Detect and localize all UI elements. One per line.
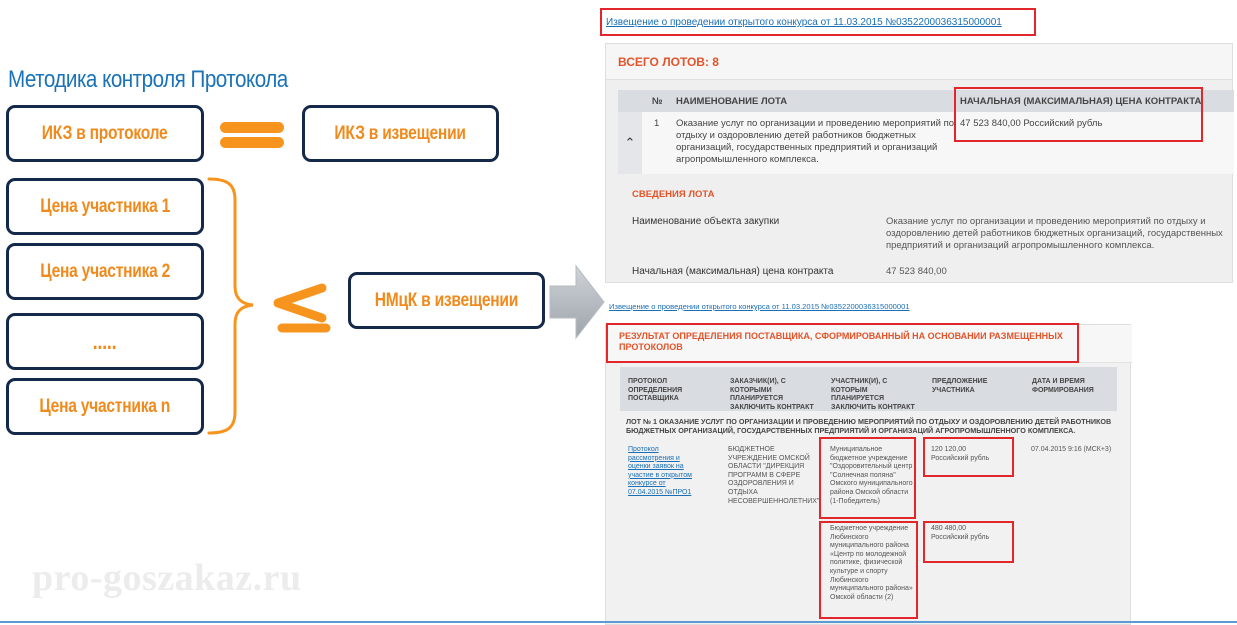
chevron-up-icon[interactable]: ⌃ (618, 112, 642, 174)
nmck-notice-label: НМцК в извещении (374, 289, 519, 311)
result-title: РЕЗУЛЬТАТ ОПРЕДЕЛЕНИЯ ПОСТАВЩИКА, СФОРМИРОВАННЫЙ НА ОСНОВАНИИ РАЗМЕЩЕННЫХ ПРОТОКОЛОВ (619, 331, 1063, 352)
highlight-start-price (954, 87, 1203, 142)
col-protocol: ПРОТОКОЛ ОПРЕДЕЛЕНИЯ ПОСТАВЩИКА (628, 378, 683, 402)
ikz-notice-box (302, 105, 499, 162)
highlight-offer-1 (923, 437, 1014, 477)
nmck-notice-box (348, 272, 545, 329)
row-lot-name: Оказание услуг по организации и проведению мероприятий по отдыху и оздоровлению детей работников бюджетных организаций, государственных предприятий и организаций агропромышленного комплекса. (676, 118, 955, 165)
diagram-title: Методика контроля Протокола (8, 66, 288, 93)
nmck-label: Начальная (максимальная) цена контракта (632, 266, 834, 277)
notice-link-bottom[interactable]: Извещение о проведении открытого конкурса от 11.03.2015 №0352200036315000001 (609, 302, 910, 311)
ikz-protocol-label: ИКЗ в протоколе (42, 122, 168, 144)
total-lots-heading: ВСЕГО ЛОТОВ: 8 (606, 44, 1232, 80)
col-start-price: НАЧАЛЬНАЯ (МАКСИМАЛЬНАЯ) ЦЕНА КОНТРАКТА (960, 96, 1202, 107)
price-participant-1-box (6, 178, 204, 235)
lot-line: ЛОТ № 1 ОКАЗАНИЕ УСЛУГ ПО ОРГАНИЗАЦИИ И ПРОВЕДЕНИЮ МЕРОПРИЯТИЙ ПО ОТДЫХУ И ОЗДОРОВЛЕНИЮ ДЕТЕЙ РАБОТНИКОВ БЮДЖЕТНЫХ ОРГАНИЗАЦИЙ, ГОСУДАРСТВЕННЫХ ПРЕДПРИЯТИЙ И ОРГАНИЗАЦИЙ АГРОПРОМЫШЛЕННОГО КОМПЛЕКСА. (626, 417, 1112, 435)
price-participant-1-label: Цена участника 1 (40, 195, 170, 217)
ellipsis-box (6, 313, 204, 370)
purchase-object-label: Наименование объекта закупки (632, 216, 780, 227)
watermark: pro-goszakaz.ru (32, 557, 302, 599)
participant-2-value: Бюджетное учреждение Любинского муниципального района «Центр по молодежной политике, физической культуре и спорту Любинского муниципального района» Омской области (2) (830, 525, 913, 601)
ikz-notice-label: ИКЗ в извещении (334, 122, 467, 144)
lot-info-heading: СВЕДЕНИЯ ЛОТА (632, 189, 715, 200)
curly-brace-icon (205, 174, 255, 438)
notice-link-top[interactable]: Извещение о проведении открытого конкурса от 11.03.2015 №0352200036315000001 (606, 17, 1002, 28)
col-participant: УЧАСТНИК(И), С КОТОРЫМ ПЛАНИРУЕТСЯ ЗАКЛЮЧИТЬ КОНТРАКТ (831, 378, 915, 411)
protocol-link[interactable]: Протокол рассмотрения и оценки заявок на участие в открытом конкурсе от 07.04.2015 №ПРО1 (628, 446, 692, 496)
col-date: ДАТА И ВРЕМЯ ФОРМИРОВАНИЯ (1032, 378, 1094, 394)
ellipsis-label: ..... (93, 328, 117, 354)
offer-1-currency: Российский рубль (931, 455, 990, 462)
col-customer: ЗАКАЗЧИК(И), С КОТОРЫМИ ПЛАНИРУЕТСЯ ЗАКЛЮЧИТЬ КОНТРАКТ (730, 378, 814, 411)
offer-1-amount: 120 120,00 (931, 446, 967, 453)
price-participant-n-box (6, 378, 204, 435)
ikz-protocol-box (6, 105, 204, 162)
lots-panel (605, 43, 1233, 283)
col-lot-name: НАИМЕНОВАНИЕ ЛОТА (676, 96, 788, 107)
col-number: № (652, 96, 663, 107)
purchase-object-value: Оказание услуг по организации и проведению мероприятий по отдыху и оздоровлению детей работников бюджетных организаций, государственных предприятий и организаций агропромышленного комплекса. (886, 216, 1223, 251)
nmck-value: 47 523 840,00 (886, 266, 947, 277)
highlight-result-title (606, 323, 1079, 363)
equals-bar-bottom (220, 137, 284, 148)
equals-bar-top (220, 122, 284, 133)
row-number: 1 (654, 118, 660, 129)
customer-value: БЮДЖЕТНОЕ УЧРЕЖДЕНИЕ ОМСКОЙ ОБЛАСТИ "ДИРЕКЦИЯ ПРОГРАММ В СФЕРЕ ОЗДОРОВЛЕНИЯ И ОТДЫХА НЕСОВЕРШЕННОЛЕТНИХ" (728, 446, 820, 505)
price-participant-2-label: Цена участника 2 (40, 260, 170, 282)
formation-date: 07.04.2015 9:16 (МСК+3) (1031, 446, 1112, 453)
right-arrow-icon (548, 262, 606, 342)
result-table-header (620, 367, 1117, 411)
highlight-notice-link-top (600, 8, 1036, 36)
price-participant-n-label: Цена участника n (39, 395, 171, 417)
offer-2-amount: 480 480,00 (931, 525, 967, 532)
highlight-offer-2 (923, 521, 1014, 563)
row-start-price: 47 523 840,00 Российский рубль (960, 118, 1103, 129)
col-offer: ПРЕДЛОЖЕНИЕ УЧАСТНИКА (932, 378, 988, 394)
bottom-divider (0, 621, 1237, 623)
offer-2-currency: Российский рубль (931, 534, 990, 541)
highlight-participant-2 (819, 521, 918, 619)
highlight-participant-1 (819, 437, 916, 519)
less-than-or-equal-icon (268, 282, 332, 336)
price-participant-2-box (6, 243, 204, 300)
participant-1-value: Муниципальное бюджетное учреждение "Оздоровительный центр "Солнечная поляна" Омского муниципального района Омской области (1-Победитель) (830, 446, 913, 505)
